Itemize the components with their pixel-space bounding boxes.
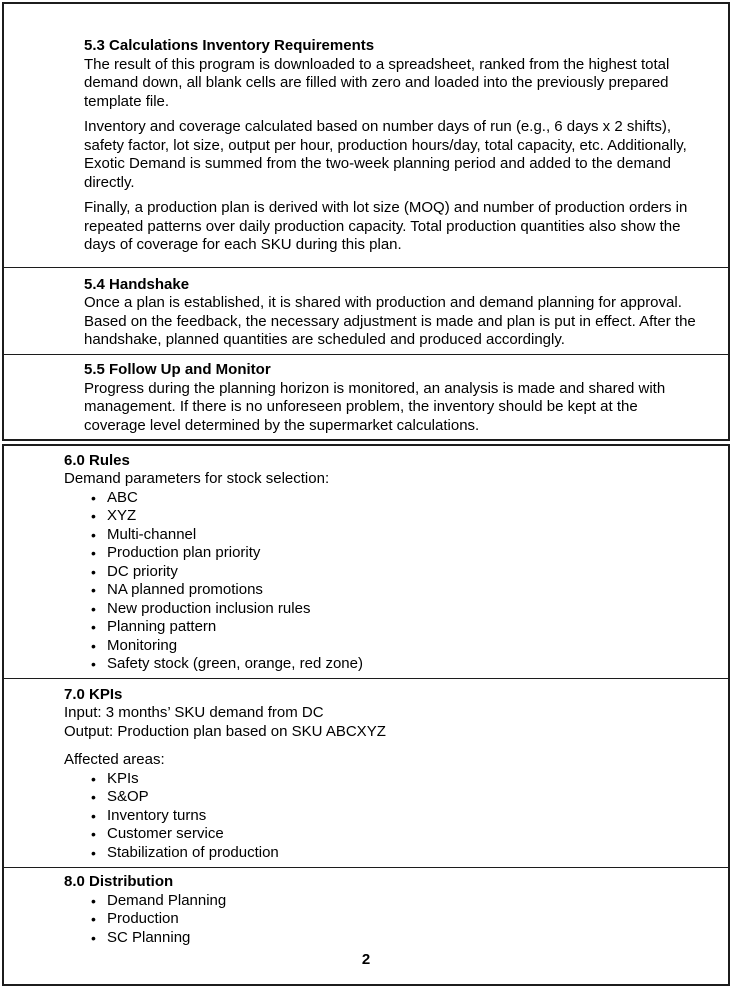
section-group-6-8 [2, 444, 730, 986]
bullet-item: • NA planned promotions [64, 581, 698, 600]
section-heading: 5.4 Handshake [84, 275, 190, 293]
paragraph: Demand parameters for stock selection: [64, 470, 330, 487]
paragraph: The result of this program is downloaded to a spreadsheet, ranked from the highest total demand down, all blank cells are filled with zero and loaded into the previously prepared template file. [84, 55, 670, 110]
page-number: 2 [361, 951, 371, 968]
bullet-item: • Inventory turns [64, 807, 698, 826]
bullet-item: • Production [64, 910, 698, 929]
text-line: Output: Production plan based on SKU ABCXYZ [64, 722, 386, 740]
section-group-5 [2, 2, 730, 441]
bullet-list [64, 489, 698, 674]
bullet-item: • Monitoring [64, 637, 698, 656]
section-5-4-handshake [4, 267, 728, 355]
bullet-item: • S&OP [64, 788, 698, 807]
paragraph: Finally, a production plan is derived with lot size (MOQ) and number of production orders in repeated patterns over daily production capacity. Total production quantities also show the days of coverage for each SKU during this plan. [84, 199, 688, 253]
bullet-item: • SC Planning [64, 929, 698, 948]
bullet-item: • Multi-channel [64, 526, 698, 545]
section-heading: 6.0 Rules [64, 451, 130, 469]
bullet-list [64, 770, 698, 863]
section-heading: 7.0 KPIs [64, 685, 123, 703]
section-heading: 5.5 Follow Up and Monitor [84, 361, 271, 378]
document-page [2, 2, 730, 986]
bullet-item: • New production inclusion rules [64, 600, 698, 619]
bullet-item: • Stabilization of production [64, 844, 698, 863]
bullet-item: • Demand Planning [64, 892, 698, 911]
bullet-item: • ABC [64, 489, 698, 508]
bullet-item: • XYZ [64, 507, 698, 526]
text-line: Input: 3 months’ SKU demand from DC [64, 704, 324, 721]
section-5-3-calculations-inventory-requirements [4, 4, 728, 267]
section-7-0-kpis [4, 678, 728, 868]
bullet-list [64, 892, 698, 948]
section-heading: 5.3 Calculations Inventory Requirements [84, 37, 375, 54]
section-6-0-rules [4, 446, 728, 678]
section-heading: 8.0 Distribution [64, 873, 174, 890]
bullet-item: • Safety stock (green, orange, red zone) [64, 655, 698, 674]
bullet-item: • Planning pattern [64, 618, 698, 637]
bullet-item: • KPIs [64, 770, 698, 789]
paragraph: Progress during the planning horizon is monitored, an analysis is made and shared with management. If there is no unforeseen problem, the inventory should be kept at the coverage level determined by the supermarket calculations. [84, 379, 666, 434]
section-5-5-follow-up-and-monitor [4, 354, 728, 439]
section-rows [4, 446, 728, 948]
paragraph: Once a plan is established, it is shared with production and demand planning for approval. Based on the feedback, the necessary adjustment is made and plan is put in effect. After the handshake, planned quantities are scheduled and produced accordingly. [84, 294, 696, 348]
bullet-item: • Customer service [64, 825, 698, 844]
section-rows [4, 4, 728, 439]
paragraph: Affected areas: [64, 751, 165, 768]
bullet-item: • Production plan priority [64, 544, 698, 563]
section-8-0-distribution [4, 867, 728, 947]
bullet-item: • DC priority [64, 563, 698, 582]
line-group [64, 704, 698, 741]
paragraph: Inventory and coverage calculated based on number days of run (e.g., 6 days x 2 shifts), safety factor, lot size, output per hour, production hours/day, total capacity, etc. Additionally, Exotic Demand is summed from the two-week planning period and added to the demand directly. [84, 118, 687, 191]
